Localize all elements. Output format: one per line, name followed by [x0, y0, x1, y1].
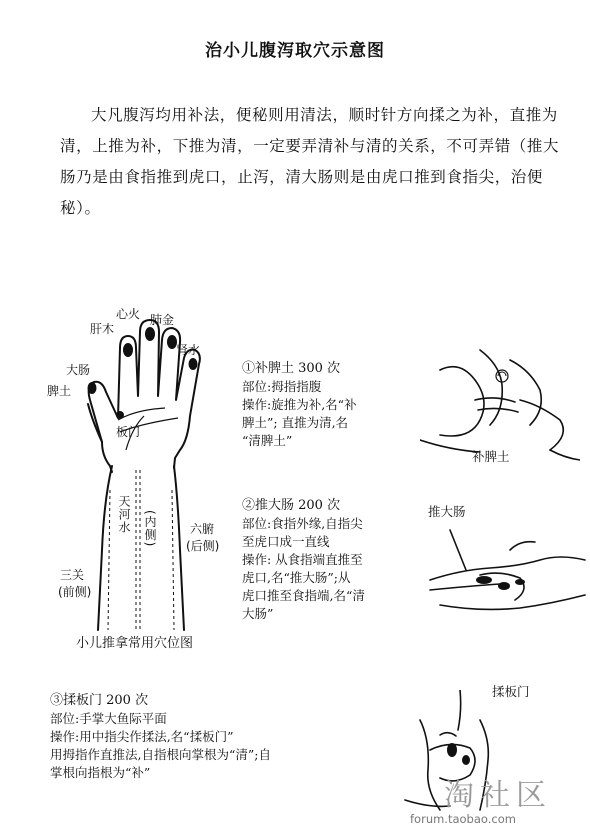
label-feijin: 肺金: [150, 313, 175, 327]
label-sanguan: 三关: [60, 568, 85, 582]
shenshui-point: [189, 358, 198, 370]
label-liufu: 六腑: [190, 522, 215, 536]
watermark-url: forum.taobao.com: [410, 812, 516, 826]
step-2-line: 虎口推至食指端,名“清: [242, 588, 365, 603]
step-2-line: 至虎口成一直线: [242, 534, 330, 549]
step-3-line: 部位:手掌大鱼际平面: [50, 711, 167, 726]
label-ganmu: 肝木: [90, 322, 115, 336]
step-2-text: [242, 497, 417, 623]
pitu-point: [88, 382, 97, 394]
label-houce: (后侧): [186, 539, 220, 553]
label-tianheshui: 天河水: [117, 495, 131, 534]
photo-label-tuidachang: 推大肠: [428, 504, 466, 519]
step-1-heading: ①补脾土 300 次: [242, 361, 341, 376]
step-3-heading: ③揉板门 200 次: [50, 693, 149, 708]
step-2-line: 操作: 从食指端直推至: [242, 552, 363, 567]
label-dachang: 大肠: [66, 363, 91, 377]
watermark-logo-text: 淘社区: [444, 778, 552, 813]
step-2-heading: ②推大肠 200 次: [242, 498, 341, 513]
label-neice: (内侧): [143, 510, 157, 548]
ganmu-point: [123, 343, 133, 357]
step-1-line: 部位:拇指指腹: [242, 379, 322, 394]
intro-text: 大凡腹泻均用补法，便秘则用清法，顺时针方向揉之为补，直推为清，上推为补，下推为清，一定要弄清补与清的关系，不可弄错（推大肠乃是由食指推到虎口，止泻，清大肠则是由虎口推到食指尖，治便秘）。: [60, 106, 560, 217]
label-xinhuo: 心火: [116, 307, 141, 321]
page-title: 治小儿腹泻取穴示意图: [205, 41, 385, 61]
step-1-line: 操作:旋推为补,名“补: [242, 397, 357, 412]
step-2-line: 大肠”: [242, 606, 274, 621]
intro-paragraph: [60, 100, 560, 224]
step-1-line: “清脾土”: [242, 433, 293, 448]
label-qiance: (前侧): [58, 585, 92, 599]
label-pitu: 脾土: [47, 384, 72, 398]
step-1-text: [242, 360, 417, 450]
photo-label-roubanmen: 揉板门: [492, 684, 530, 699]
step-3-line: 操作:用中指尖作揉法,名“揉板门”: [50, 729, 234, 744]
label-banmen: 板门: [116, 425, 141, 439]
step-3-text: [50, 692, 390, 782]
step-1-line: 脾土”; 直推为清,名: [242, 415, 349, 430]
xinhuo-point: [145, 327, 155, 341]
taobao-watermark: [410, 770, 590, 830]
step-3-line: 用拇指作直推法,自指根向掌根为“清”;自: [50, 747, 271, 762]
step-2-line: 虎口,名“推大肠”;从: [242, 570, 351, 585]
hand-diagram-caption: 小儿推拿常用穴位图: [76, 636, 194, 651]
step-2-line: 部位:食指外缘,自指尖: [242, 516, 363, 531]
label-shenshui: 肾水: [176, 343, 201, 357]
step-3-line: 掌根向指根为“补”: [50, 765, 151, 780]
photo-label-bupitu: 补脾土: [472, 449, 510, 464]
illustration-tuidachang: [420, 520, 590, 630]
